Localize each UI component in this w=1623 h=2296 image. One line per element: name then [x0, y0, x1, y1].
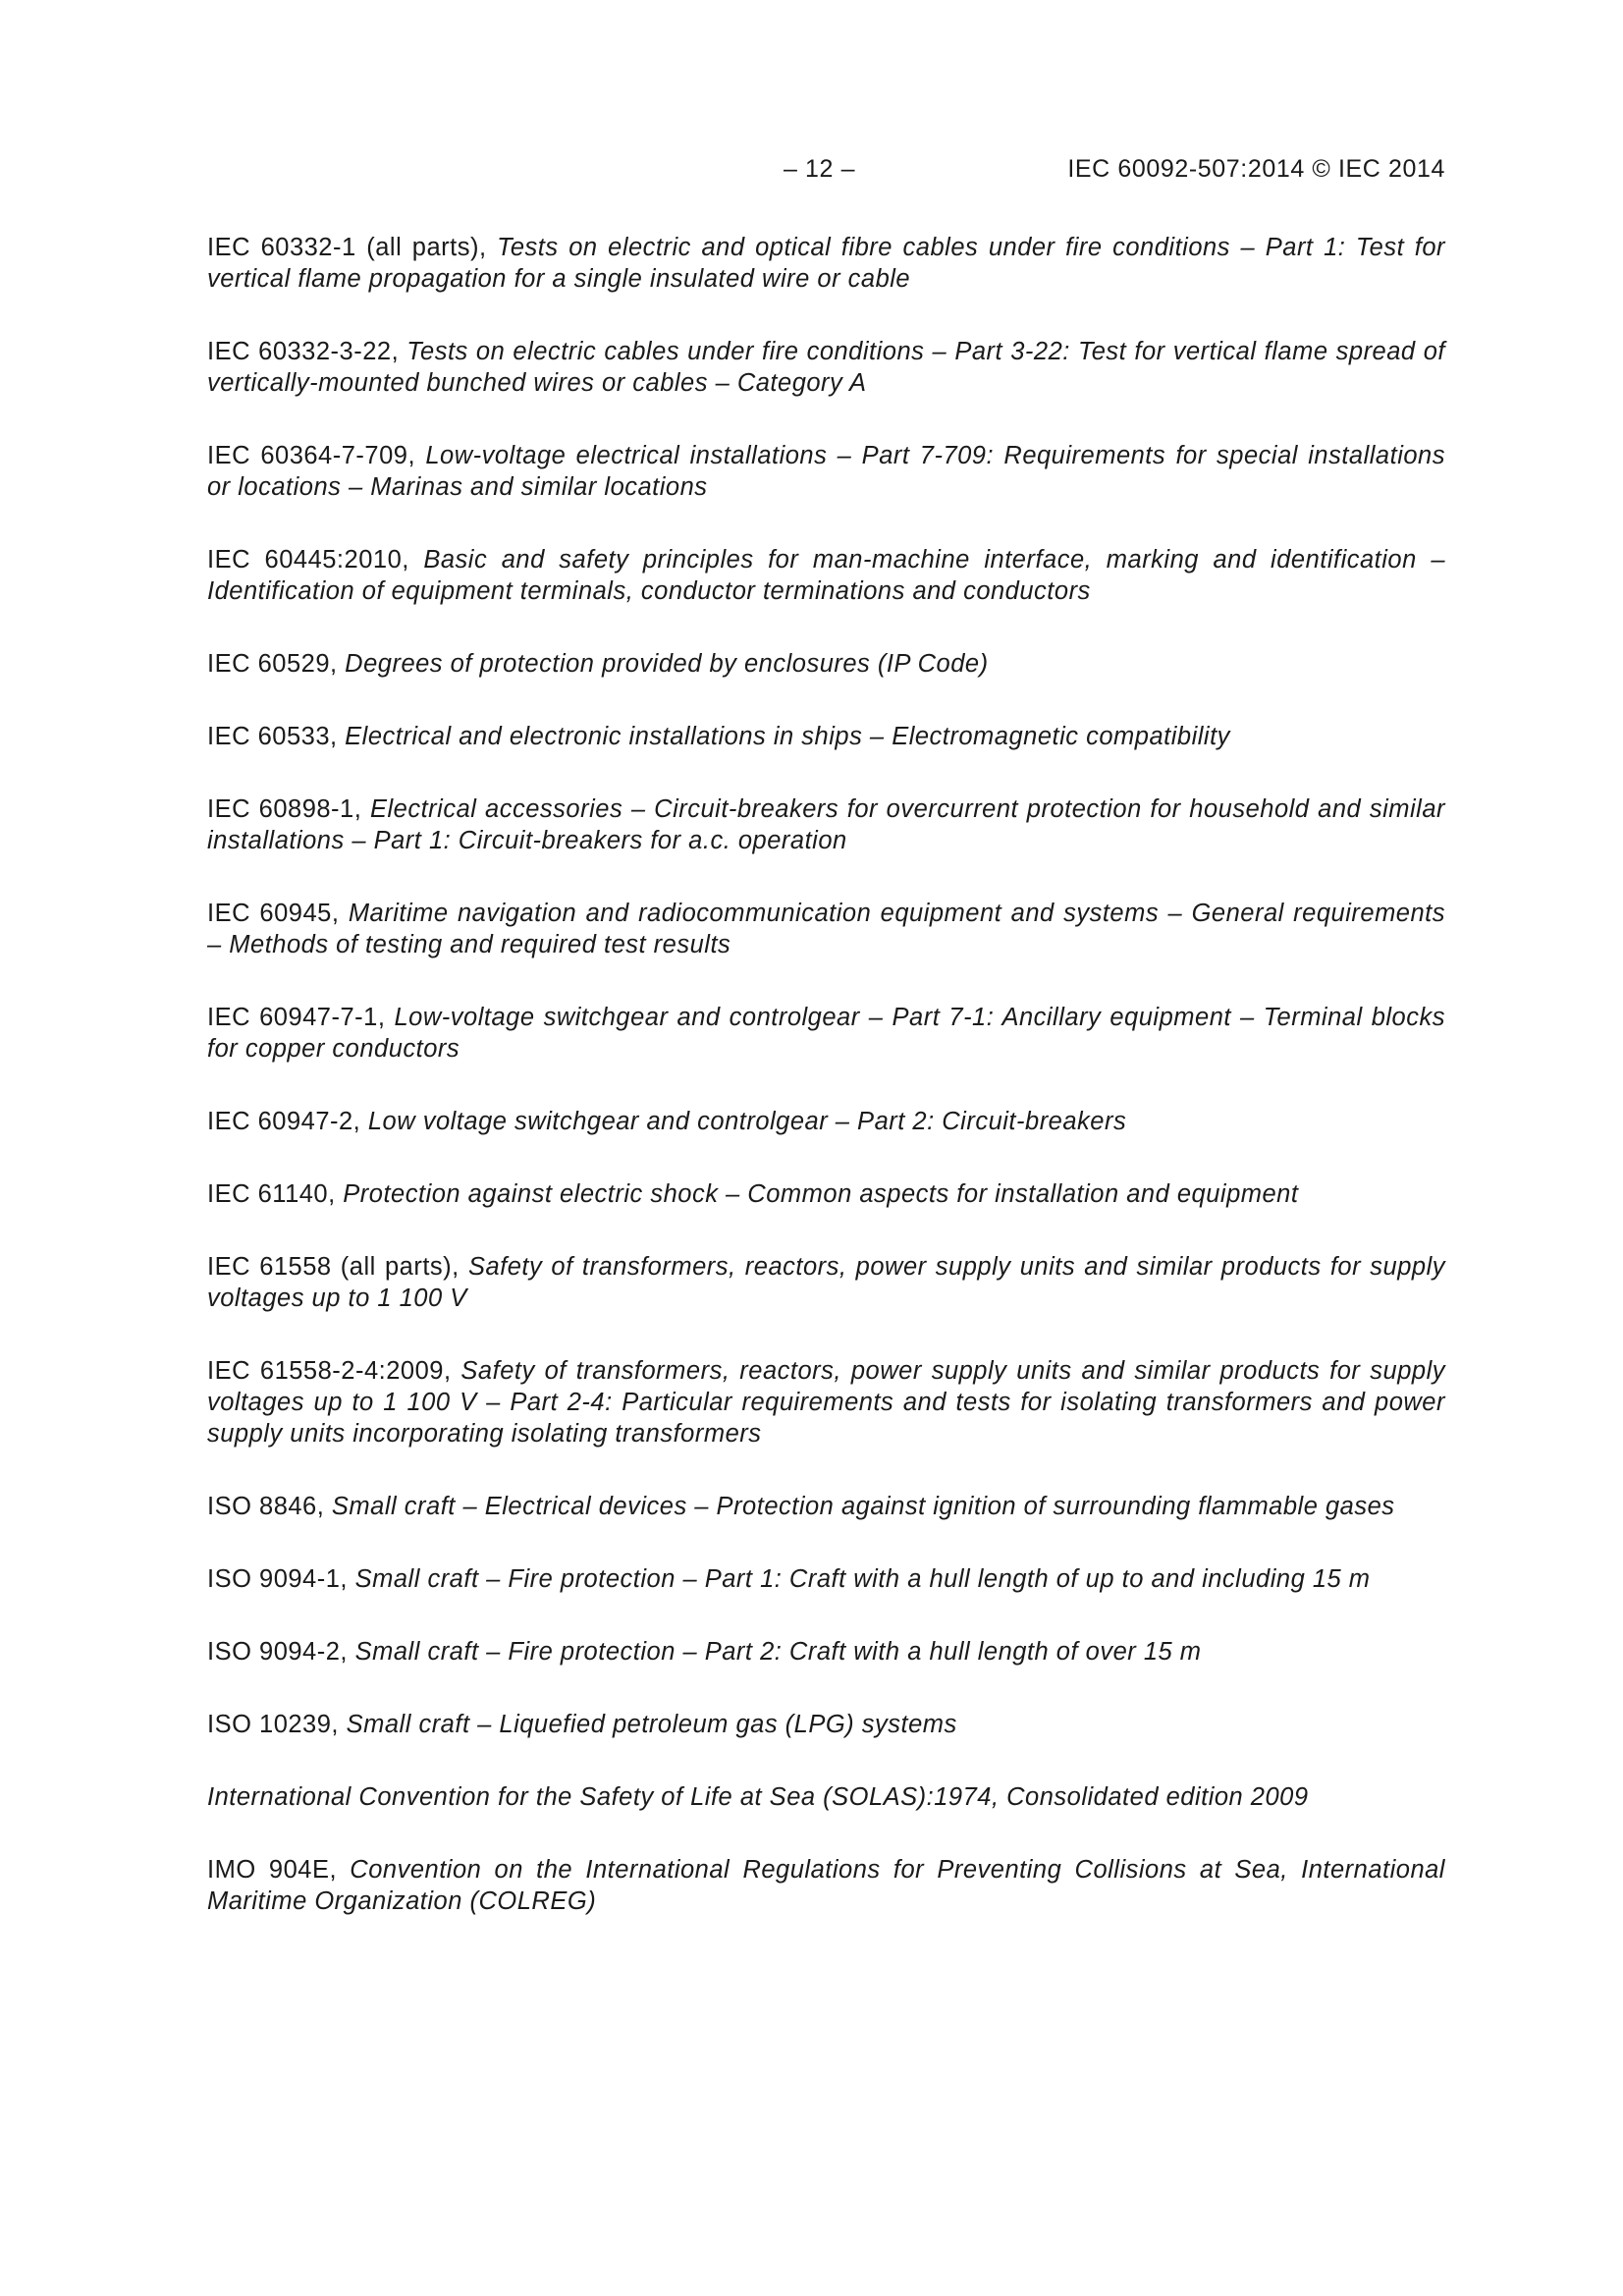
reference-number: IEC 60364-7-709, — [207, 442, 426, 469]
reference-title: Basic and safety principles for man-machine interface, marking and identification – Identification of equipment terminals, conductor terminations and conductors — [207, 546, 1445, 605]
reference-number: IEC 60898-1, — [207, 795, 370, 823]
reference-number: IEC 60947-7-1, — [207, 1004, 395, 1031]
reference-item — [207, 544, 1445, 607]
document-identifier: IEC 60092-507:2014 © IEC 2014 — [1067, 155, 1445, 183]
reference-number: IEC 60945, — [207, 900, 349, 927]
reference-number: IEC 60947-2, — [207, 1108, 368, 1135]
reference-title: Small craft – Liquefied petroleum gas (LPG) systems — [346, 1711, 957, 1738]
reference-title: Electrical and electronic installations in ships – Electromagnetic compatibility — [345, 723, 1230, 750]
reference-number: ISO 9094-2, — [207, 1638, 355, 1666]
reference-title: Safety of transformers, reactors, power supply units and similar products for supply voltages up to 1 100 V – Part 2-4: Particular requirements and tests for isolating transformers and power supply units incorporating isolating transformers — [207, 1357, 1445, 1448]
normative-references-list — [207, 232, 1445, 1958]
reference-item — [207, 336, 1445, 399]
reference-item — [207, 1178, 1445, 1210]
reference-item — [207, 1709, 1445, 1740]
reference-item — [207, 1355, 1445, 1449]
reference-number: IEC 61558-2-4:2009, — [207, 1357, 461, 1385]
reference-item — [207, 721, 1445, 752]
reference-title: Safety of transformers, reactors, power supply units and similar products for supply voltages up to 1 100 V — [207, 1253, 1445, 1312]
reference-number: ISO 9094-1, — [207, 1565, 355, 1593]
reference-title: Low-voltage switchgear and controlgear – Part 7-1: Ancillary equipment – Terminal blocks for copper conductors — [207, 1004, 1445, 1063]
reference-item — [207, 793, 1445, 856]
reference-title: Convention on the International Regulations for Preventing Collisions at Sea, International Maritime Organization (COLREG) — [207, 1856, 1445, 1915]
reference-item — [207, 1106, 1445, 1137]
reference-number: IEC 60533, — [207, 723, 346, 750]
reference-item — [207, 898, 1445, 960]
reference-number: ISO 8846, — [207, 1493, 332, 1520]
reference-number: IMO 904E, — [207, 1856, 351, 1884]
reference-item — [207, 1563, 1445, 1595]
reference-item — [207, 1636, 1445, 1667]
reference-title: Maritime navigation and radiocommunication equipment and systems – General requirements – Methods of testing and required test results — [207, 900, 1446, 958]
reference-item — [207, 648, 1445, 680]
reference-title: Low-voltage electrical installations – Part 7-709: Requirements for special installations or locations – Marinas and similar locations — [207, 442, 1445, 501]
reference-title: Low voltage switchgear and controlgear – Part 2: Circuit-breakers — [367, 1108, 1127, 1135]
reference-title: International Convention for the Safety of Life at Sea (SOLAS):1974, Consolidated edition 2009 — [207, 1783, 1309, 1811]
reference-number: IEC 61558 (all parts), — [207, 1253, 468, 1281]
reference-title: Electrical accessories – Circuit-breakers for overcurrent protection for household and similar installations – Part 1: Circuit-breakers for a.c. operation — [207, 795, 1445, 854]
reference-title: Degrees of protection provided by enclosures (IP Code) — [345, 650, 989, 678]
reference-number: IEC 60332-3-22, — [207, 338, 407, 365]
reference-number: IEC 60332-1 (all parts), — [207, 234, 498, 261]
reference-title: Small craft – Fire protection – Part 2: Craft with a hull length of over 15 m — [354, 1638, 1202, 1666]
reference-title: Small craft – Fire protection – Part 1: Craft with a hull length of up to and including 15 m — [354, 1565, 1371, 1593]
page-header — [0, 155, 1623, 191]
reference-title: Protection against electric shock – Common aspects for installation and equipment — [343, 1180, 1299, 1208]
reference-number: IEC 60529, — [207, 650, 346, 678]
reference-number: IEC 61140, — [207, 1180, 344, 1208]
reference-item — [207, 1251, 1445, 1314]
page-number: – 12 – — [784, 155, 856, 183]
reference-title: Small craft – Electrical devices – Protection against ignition of surrounding flammable gases — [331, 1493, 1395, 1520]
reference-item — [207, 1854, 1445, 1917]
reference-title: Tests on electric and optical fibre cables under fire conditions – Part 1: Test for vertical flame propagation for a single insulated wire or cable — [207, 234, 1445, 293]
reference-title: Tests on electric cables under fire conditions – Part 3-22: Test for vertical flame spread of vertically-mounted bunched wires or cables – Category A — [207, 338, 1446, 397]
reference-item — [207, 1781, 1445, 1813]
reference-item — [207, 440, 1445, 503]
reference-item — [207, 232, 1445, 295]
reference-number: ISO 10239, — [207, 1711, 347, 1738]
reference-number: IEC 60445:2010, — [207, 546, 424, 574]
reference-item — [207, 1491, 1445, 1522]
reference-item — [207, 1002, 1445, 1065]
